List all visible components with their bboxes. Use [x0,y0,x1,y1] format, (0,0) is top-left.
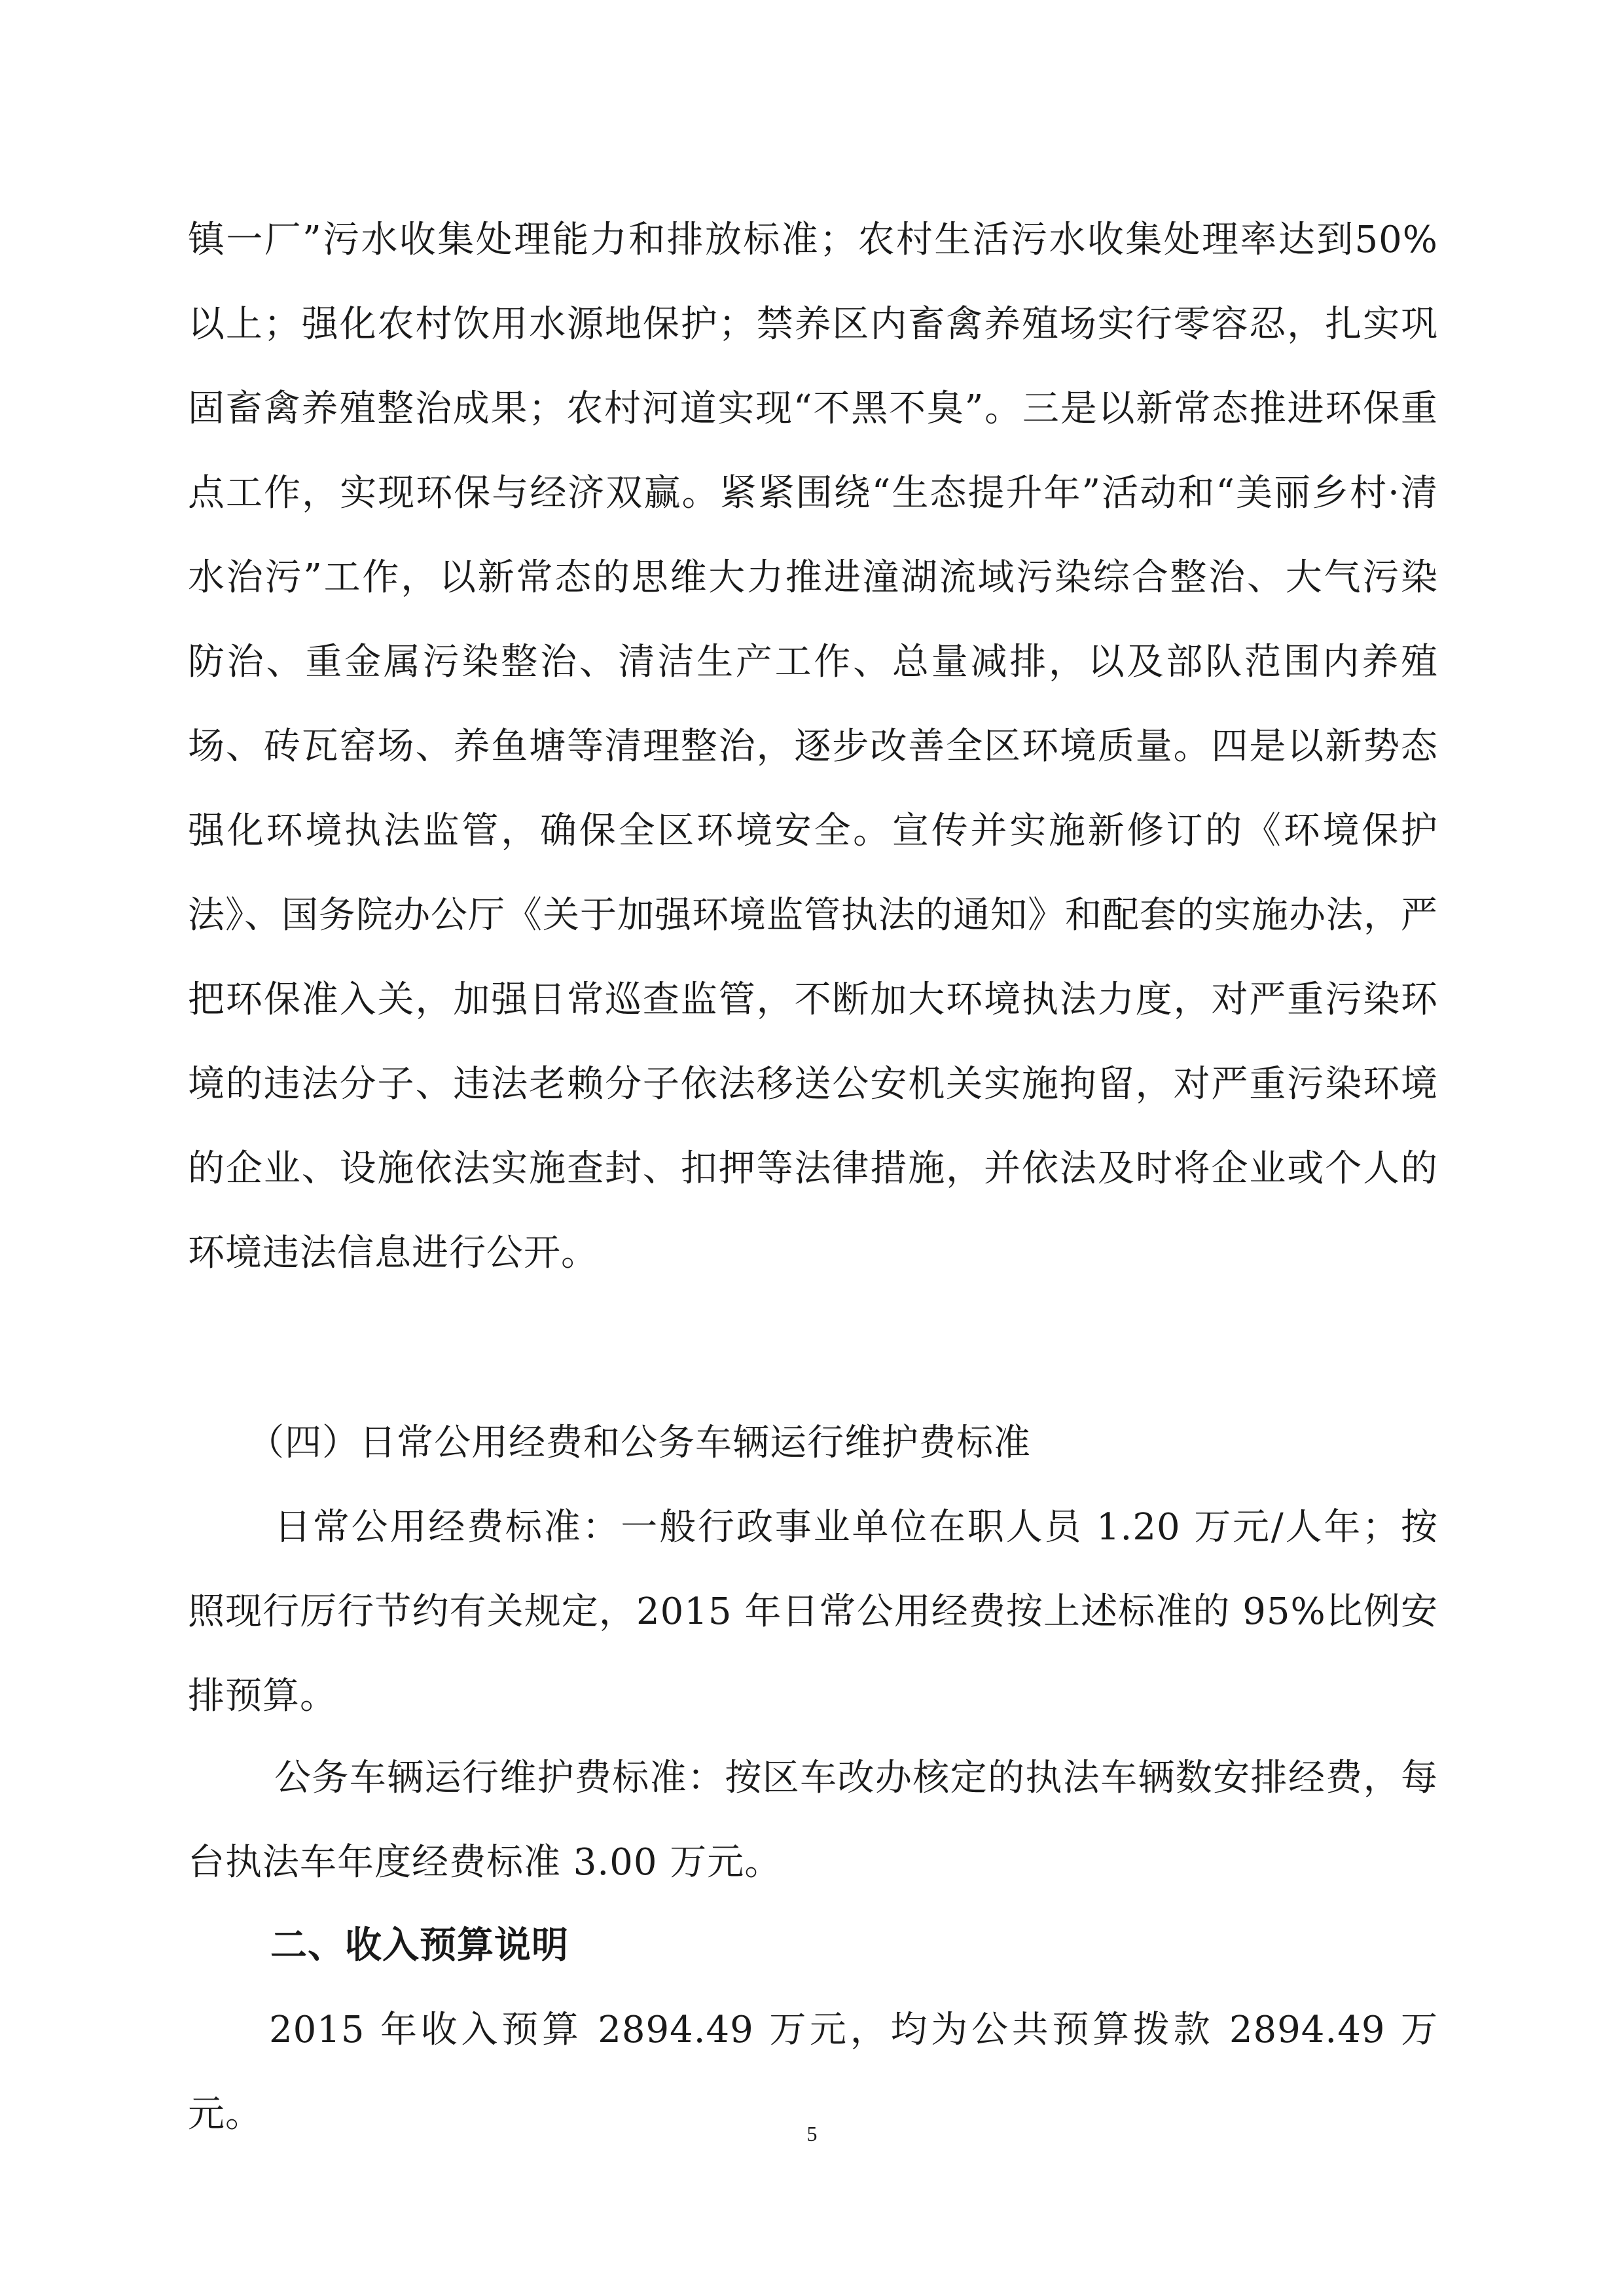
section-heading-income-budget: 二、收入预算说明 [270,1924,569,1967]
body-paragraph-vehicle-expense-standard: 公务车辆运行维护费标准：按区车改办核定的执法车辆数安排经费，每台执法车年度经费标准 3.00 万元。 [188,1757,1438,1884]
body-paragraph-public-expense-standard: 日常公用经费标准：一般行政事业单位在职人员 1.20 万元/人年；按照现行厉行节约有关规定，2015 年日常公用经费按上述标准的 95%比例安排预算。 [188,1506,1439,1717]
page-number: 5 [806,2122,818,2145]
body-paragraph-continuation: 镇一厂”污水收集处理能力和排放标准；农村生活污水收集处理率达到50%以上；强化农村饮用水源地保护；禁养区内畜禽养殖场实行零容忍，扎实巩固畜禽养殖整治成果；农村河道实现“不黑不臭”。三是以新常态推进环保重点工作，实现环保与经济双赢。紧紧围绕“生态提升年”活动和“美丽乡村·清水治污”工作，以新常态的思维大力推进潼湖流域污染综合整治、大气污染防治、重金属污染整治、清洁生产工作、总量减排，以及部队范围内养殖场、砖瓦窑场、养鱼塘等清理整治，逐步改善全区环境质量。四是以新势态强化环境执法监管，确保全区环境安全。宣传并实施新修订的《环境保护法》、国务院办公厅《关于加强环境监管执法的通知》和配套的实施办法，严把环保准入关，加强日常巡查监管，不断加大环境执法力度，对严重污染环境的违法分子、违法老赖分子依法移送公安机关实施拘留，对严重污染环境的企业、设施依法实施查封、扣押等法律措施，并依法及时将企业或个人的环境违法信息进行公开。 [188,219,1439,1274]
body-paragraph-income-budget: 2015 年收入预算 2894.49 万元，均为公共预算拨款 2894.49 万元。 [188,2009,1438,2136]
subheading-daily-expense-standards: （四）日常公用经费和公务车辆运行维护费标准 [247,1422,1031,1464]
